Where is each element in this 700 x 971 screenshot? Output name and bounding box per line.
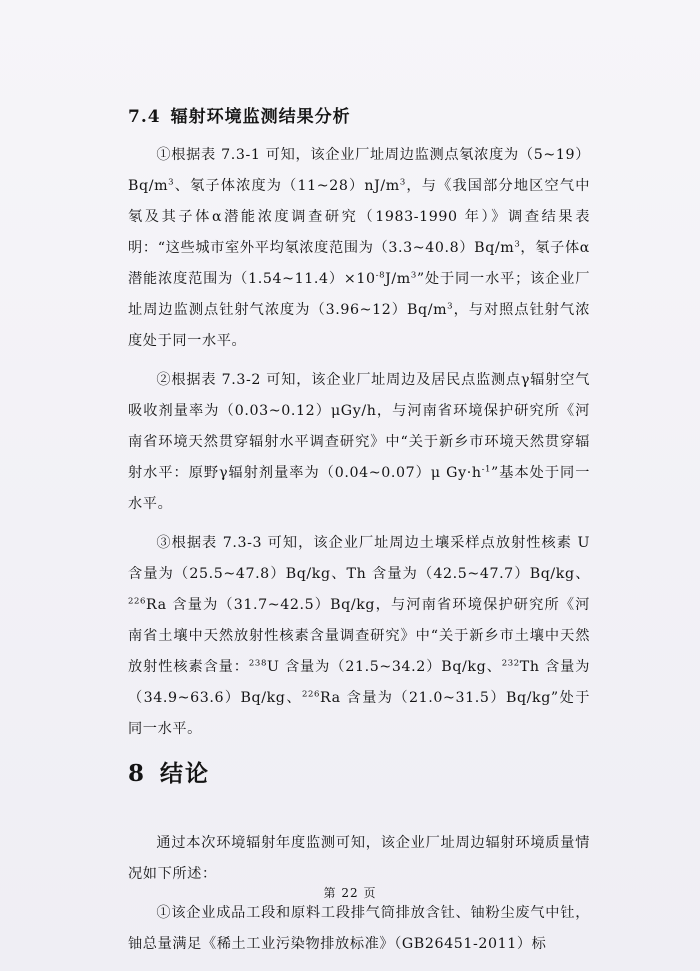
text-run: ，氡子体α潜能浓度范围为（1.54~11.4）×10 [128,240,590,287]
superscript: 232 [501,658,520,669]
section-number: 8 [128,760,147,787]
text-run: Ra 含量为（21.0~31.5）Bq/kg”处于同一水平。 [128,690,590,737]
superscript: 226 [301,689,320,700]
section-heading-7-4 [128,102,590,127]
text-run: Ra 含量为（31.7~42.5）Bq/kg，与河南省环境保护研究所《河南省土壤中天然放射性核素含量调查研究》中“关于新乡市土壤中天然放射性核素含量： [128,597,590,675]
superscript: 3 [447,301,454,312]
text-run: ，与对照点钍射气浓度处于同一水平。 [128,302,590,349]
text-run: ”处于同一水平；该企业厂址周边监测点钍射气浓度为（3.96~12）Bq/m [128,271,590,318]
superscript: 238 [248,658,267,669]
page-content [128,102,590,960]
superscript: -1 [481,464,492,475]
superscript: 3 [399,177,406,188]
superscript: 3 [514,239,521,250]
paragraph-gamma [128,365,590,520]
paragraph-soil [128,528,590,745]
text-run: 、氡子体浓度为（11~28）nJ/m [174,178,400,194]
page-number: 第 22 页 [323,886,377,900]
superscript: 3 [168,177,175,188]
text-run: U 含量为（21.5~34.2）Bq/kg、 [266,659,502,675]
text-run: ③根据表 7.3-3 可知，该企业厂址周边土壤采样点放射性核素 U 含量为（25.5~47.8）Bq/kg、Th 含量为（42.5~47.7）Bq/kg、 [128,535,590,582]
superscript: 226 [128,596,147,607]
section-number: 7.4 [128,107,161,127]
text-run: ②根据表 7.3-2 可知，该企业厂址周边及居民点监测点γ辐射空气吸收剂量率为（0.03~0.12）μGy/h，与河南省环境保护研究所《河南省环境天然贯穿辐射水平调查研究》中“关于新乡市环境天然贯穿辐射水平：原野γ辐射剂量率为（0.04~0.07）μ Gy·h [128,372,590,481]
text-run: ，与《我国部分地区空气中氡及其子体α潜能浓度调查研究（1983-1990 年）》调查结果表明：“这些城市室外平均氡浓度范围为（3.3~40.8）Bq/m [128,178,590,256]
section-title: 结论 [160,760,211,787]
paragraph-radon [128,140,590,357]
text-run: Th 含量为（34.9~63.6）Bq/kg、 [128,659,591,706]
superscript: 3 [410,270,417,281]
section-heading-8 [128,755,590,788]
paragraph-conclusion-item-1: ①该企业成品工段和原料工段排气筒排放含钍、铀粉尘废气中钍，铀总量满足《稀土工业污染物排放标准》（GB26451-2011）标 [128,905,590,952]
superscript: -8 [375,270,386,281]
text-run: J/m [385,271,411,287]
text-run: ”基本处于同一水平。 [128,465,590,512]
text-run: ①根据表 7.3-1 可知，该企业厂址周边监测点氡浓度为（5~19）Bq/m [128,147,590,194]
paragraph-conclusion-intro: 通过本次环境辐射年度监测可知，该企业厂址周边辐射环境质量情况如下所述： [128,835,590,882]
section-title: 辐射环境监测结果分析 [170,107,351,127]
